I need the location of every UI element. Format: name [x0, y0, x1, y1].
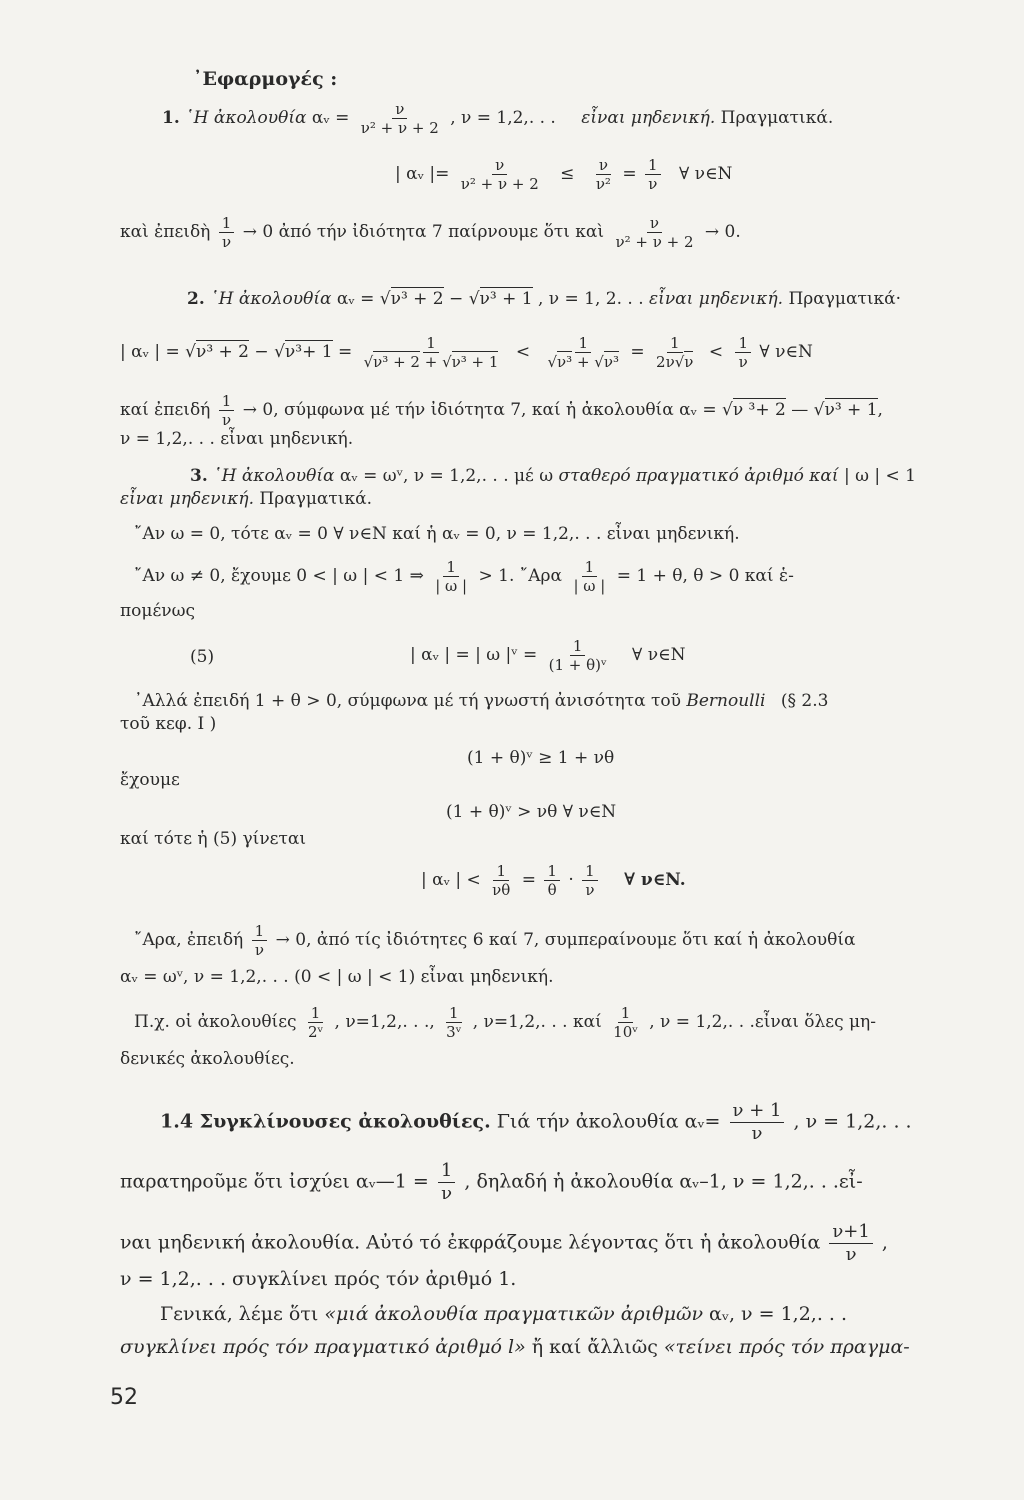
applications-heading: ᾿Εφαρμογές :	[193, 68, 338, 90]
therefore-line: ῎Αρα, ἐπειδή $\frac{1}{\nu}$ → 0, ἀπό τίς ἰδιότητες 6 καί 7, συμπεραίνουμε ὅτι καί ἡ ἀκολουθία	[134, 922, 856, 959]
example-2-conclusion-cont: ν = 1,2,. . . εἶναι μηδενική.	[120, 429, 354, 449]
example-3-definition: 3. ῾Η ἀκολουθία αᵥ = ωᵛ, ν = 1,2,. . . μέ ω σταθερό πραγματικό ἀριθμό καί | ω | < 1	[190, 466, 916, 486]
section-1-4-line-5: Γενικά, λέμε ὅτι «μιά ἀκολουθία πραγματικῶν ἀριθμῶν αᵥ, ν = 1,2,. . .	[160, 1303, 848, 1325]
section-1-4-line-3: ναι μηδενική ἀκολουθία. Αὐτό τό ἐκφράζουμε λέγοντας ὅτι ἡ ἀκολουθία $\frac{\nu+1}{\nu}$ ,	[120, 1221, 888, 1265]
then-text: καί τότε ἡ (5) γίνεται	[120, 829, 307, 849]
therefore-line-cont: αᵥ = ωᵛ, ν = 1,2,. . . (0 < | ω | < 1) εἶναι μηδενική.	[120, 967, 554, 987]
example-1-inequality: | αᵥ |= $\frac{\nu}{\text{ν² + ν + 2}}$ ≤ $\frac{\nu}{\text{ν²}}$ = $\frac{1}{\nu}$ ∀ ν∈N	[395, 156, 733, 193]
section-title: 1.4 Συγκλίνουσες ἀκολουθίες.	[160, 1110, 491, 1133]
section-1-4-line-6: συγκλίνει πρός τόν πραγματικό ἀριθμό l» ἤ καί ἄλλιῶς «τείνει πρός τόν πραγμα-	[120, 1336, 910, 1358]
example-1-definition: 1. ῾Η ἀκολουθία αᵥ = $\frac{\nu}{\text{ν² + ν + 2}}$ , ν = 1,2,. . . εἶναι μηδενική. Πραγματικά.	[162, 100, 834, 137]
example-2-inequality: | αᵥ | = √ν³ + 2 − √ν³+ 1 = $\frac{1}{\text{√ν³ + 2 + √ν³ + 1}}$ < $\frac{1}{\text{√ν³ + √ν³}}$ = $\frac{1}{2\nu√\nu}$ < $\frac{1}{\nu}$ ∀ ν∈N	[120, 334, 813, 371]
section-1-4-line-1: 1.4 Συγκλίνουσες ἀκολουθίες. Γιά τήν ἀκολουθία αᵥ= $\frac{\nu + 1}{\nu}$ , ν = 1,2,. . .	[160, 1100, 912, 1144]
equation-5-label: (5)	[190, 647, 215, 667]
bernoulli-inequality: (1 + θ)ᵛ ≥ 1 + νθ	[467, 748, 615, 768]
examples-line-cont: δενικές ἀκολουθίες.	[120, 1049, 295, 1069]
example-3-case-zero: ῎Αν ω = 0, τότε αᵥ = 0 ∀ ν∈N καί ἡ αᵥ = 0, ν = 1,2,. . . εἶναι μηδενική.	[134, 524, 740, 544]
example-3-cont: πομένως	[120, 601, 195, 621]
page-number: 52	[110, 1385, 138, 1410]
section-1-4-line-2: παρατηροῦμε ὅτι ἰσχύει αᵥ—1 = $\frac{1}{\nu}$ , δηλαδή ἡ ἀκολουθία αᵥ–1, ν = 1,2,. . .εἶ-	[120, 1160, 863, 1204]
example-1-conclusion: καὶ ἐπειδὴ $\frac{1}{\nu}$ → 0 ἀπό τήν ἰδιότητα 7 παίρνουμε ὅτι καὶ $\frac{\nu}{\text{ν² + ν + 2}}$ → 0.	[120, 214, 741, 251]
example-2-conclusion: καί ἐπειδή $\frac{1}{\nu}$ → 0, σύμφωνα μέ τήν ἰδιότητα 7, καί ἡ ἀκολουθία αᵥ = √ν ³+ 2 — √ν³ + 1,	[120, 392, 883, 429]
equation-5: | αᵥ | = | ω |ᵛ = $\frac{1}{\text{(1 + θ)ᵛ}}$ ∀ ν∈N	[410, 637, 686, 674]
bernoulli-line: ᾿Αλλά ἐπειδή 1 + θ > 0, σύμφωνα μέ τή γνωστή ἀνισότητα τοῦ Bernoulli (§ 2.3	[134, 691, 829, 711]
example-2-definition: 2. ῾Η ἀκολουθία αᵥ = √ν³ + 2 − √ν³ + 1 , ν = 1, 2. . . εἶναι μηδενική. Πραγματικά·	[187, 289, 902, 309]
example-3-claim: εἶναι μηδενική. Πραγματικά.	[120, 489, 372, 509]
final-inequality: | αᵥ | < $\frac{1}{\nu\theta}$ = $\frac{1}{\theta}$ · $\frac{1}{\nu}$ ∀ ν∈N.	[421, 862, 686, 899]
have-text: ἔχουμε	[120, 770, 180, 790]
section-1-4-line-4: ν = 1,2,. . . συγκλίνει πρός τόν ἀριθμό 1.	[120, 1268, 517, 1290]
fraction: $\frac{\nu}{\text{ν² + ν + 2}}$	[360, 100, 439, 137]
derived-inequality: (1 + θ)ᵛ > νθ ∀ ν∈N	[446, 802, 617, 822]
bernoulli-line-cont: τοῦ κεφ. I )	[120, 714, 217, 734]
examples-line: Π.χ. οἱ ἀκολουθίες $\frac{1}{\text{2ᵛ}}$ , ν=1,2,. . ., $\frac{1}{\text{3ᵛ}}$ , ν=1,2,. . . καί $\frac{1}{\text{10ᵛ}}$ , ν = 1,2,. . .εἶναι ὅλες μη-	[134, 1004, 876, 1041]
example-3-case-nonzero: ῎Αν ω ≠ 0, ἔχουμε 0 < | ω | < 1 ⇒ $\frac{1}{| \omega |}$ > 1. ῎Αρα $\frac{1}{| \omega |}$ = 1 + θ, θ > 0 καί ἑ-	[134, 558, 794, 595]
